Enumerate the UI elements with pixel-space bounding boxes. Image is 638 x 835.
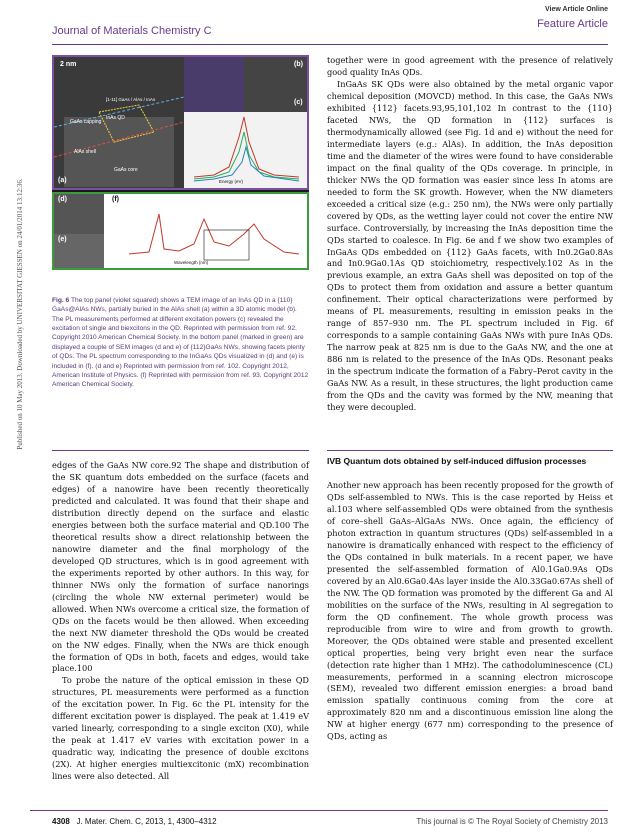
page-number: 4308 <box>52 817 70 826</box>
caption-text: The top panel (violet squared) shows a TEM image of an InAs QD in a {110} GaAs@AlAs NWs, partially buried in the AlAs shell (a) within a 3D atomic model (b). The PL measurements performed at different excitation powers (c) revealed the excitation of single and biexcitons in the QD. Reprinted with permission from ref. 92. Copyright 2010 American Chemical Society. In the bottom panel (marked in green) are displayed a couple of SEM images (d and e) of {112}GaAs NWs, showing facets plenty of QDs. The PL spectrum corresponding to the InGaAs QDs visualized in (d) and (e) is included in (f). (d and e) Reprinted with permission from ref. 102. Copyright 2012, American Institute of Physics. (f) Reprinted with permission from ref. 93. Copyright 2012 American Chemical Society. <box>52 297 309 389</box>
section-heading: IVB Quantum dots obtained by self-induced diffusion processes <box>327 456 587 466</box>
scale-bar-label: 2 nm <box>60 61 77 68</box>
figure-caption <box>52 296 309 390</box>
figure-bottom-image <box>54 194 307 268</box>
download-notice-text: Published on 10 May 2013. Downloaded by UNIVERSITAT GIESSEN on 24/01/2014 13:12:36. <box>16 178 24 450</box>
left-paragraph-2: To probe the nature of the optical emission in these QD structures, PL measurements were performed as a function of the excitation power. In Fig. 6c the PL intensity for the different excitation power is displayed. The peak at 1.419 eV varied linearly, corresponding to a single exciton (X0), while the peak at 1.417 eV varies with excitation power in a quadratic way, indicating the presence of double excitons (2X). At higher energies multiexcitonic (mX) recombination lines were also detected. All <box>52 675 309 782</box>
panel-b-label: (b) <box>294 61 303 68</box>
left-column-text <box>52 460 309 783</box>
caption-label: Fig. 6 <box>52 297 70 304</box>
facets-label: [1-11] GaAs / AlAs / InAs <box>106 97 156 102</box>
right-paragraph-2: InGaAs SK QDs were also obtained by the metal organic vapor chemical deposition (MOVCD) method. In this case, the GaAs NWs exhibited {112} facets.93,95,101,102 In contrast to the {110} faceted NWs, the QD formation in {112} surfaces is thermodynamically allowed (see Fig. 1d and e) without the need for intermediate layers (e.g.: AlAs). In addition, the InAs deposition time and the diameter of the wires were found to have considerable impact on the final quality of the QDs coverage. In principle, in thicker NWs the QD formation was easier since less In atoms are needed to form the SK growth. However, when the NW diameters exceeded a critical size (e.g.: 250 nm), the NWs were only partially covered by QDs, as the wetting layer could not cover the entire NW surface. Controversially, by increasing the InAs deposition time the QDs started to coalesce. In Fig. 6e and f we show two examples of InGaAs QDs embedded on {112} GaAs facets, with In0.2Ga0.8As and In0.9Ga0.1As QD stoichiometry, respectively.102 As in the previous example, an extra GaAs shell was deposited on top of the QDs to protect them from oxidation and assure a better quantum confinement. Their optical characterizations were performed by means of PL measurements, resulting in emission peaks in the range of 857–930 nm. The PL spectrum included in Fig. 6f corresponds to a sample containing GaAs NWs with pure InAs QDs. The narrow peak at 825 nm is due to the GaAs NW, and the one at 886 nm is related to the presence of the InAs QDs. Resonant peaks in the spectrum indicate the formation of a Fabry–Perot cavity in the GaAs NW. As a result, in these structures, the light production came from the QDs and the cavity was formed by the NW, meaning that they were decoupled. <box>327 78 613 413</box>
panel-d-label: (d) <box>58 196 67 203</box>
panel-a-label: (a) <box>58 177 67 184</box>
citation-text: J. Mater. Chem. C, 2013, 1, 4300–4312 <box>76 817 217 826</box>
alas-shell-label: AlAs shell <box>74 149 96 155</box>
figure-bottom-panel <box>52 192 309 270</box>
right-column-bottom-text <box>327 480 613 743</box>
section-rule <box>327 450 613 451</box>
gaas-core-label: GaAs core <box>114 167 138 173</box>
download-notice <box>0 0 24 835</box>
caption-divider <box>52 450 309 451</box>
footer-citation <box>52 817 217 826</box>
gaas-capping-label: GaAs capping <box>70 119 102 125</box>
panel-c-label: (c) <box>294 99 303 106</box>
inas-qd-label: InAs QD <box>106 115 125 121</box>
view-article-online-link[interactable]: View Article Online <box>544 6 608 13</box>
figure-6 <box>52 55 309 270</box>
left-paragraph-1: edges of the GaAs NW core.92 The shape and distribution of the SK quantum dots embedded on the surface (facets and edges) of a nanowire have been recently theoretically predicted and calculated. It was found that their shape and distribution directly depend on the surface and elastic energies between both the surface material and QD.100 The theoretical results show a direct relationship between the nanowire diameter and the final morphology of the developed QD structures, which is in good agreement with the experiments reported by other authors. In this way, for thinner NWs only the formation of surface nanorings (circling the whole NW external perimeter) would be allowed. When NWs overcome a critical size, the formation of QDs on the facets would be then allowed. When exceeding the next NW diameter threshold the QDs would be created on the NW edges. Finally, when the NWs are thick enough the formation of QDs in both, facets and edges, would take place.100 <box>52 460 309 674</box>
right-column-top-text <box>327 55 613 414</box>
figure-top-panel <box>52 55 309 190</box>
header-rule <box>52 44 608 45</box>
journal-title: Journal of Materials Chemistry C <box>52 25 212 37</box>
panel-f-label: (f) <box>112 196 119 203</box>
energy-axis-label: Energy (eV) <box>219 179 244 184</box>
right-paragraph-3: Another new approach has been recently proposed for the growth of QDs self-assembled to NWs. This is the case reported by Heiss et al.103 where self-assembled QDs were obtained from the synthesis of core–shell GaAs–AlGaAs NWs. Once again, the efficiency of photon extraction in quantum structures (QDs) self-assembled in a nanowire is dramatically enhanced with respect to the efficiency of the QDs contained in bulk materials. In a recent paper, we have presented the self-assembled formation of Al0.1Ga0.9As QDs covered by an Al0.6Ga0.4As layer inside the Al0.33Ga0.67As shell of the NW. The QD formation was promoted by the different Ga and Al mobilities on the surface of the NWs, resulting in Al segregation to form the QD confinement. The whole growth process was reproducible from wire to wire and from growth to growth. Moreover, the QDs obtained were stable and presented excellent optical properties, being very bright even near the surface (detection rate higher than 1 MHz). The cathodoluminescence (CL) measurements, performed in a scanning electron microscope (SEM), revealed two different emission energies: a broad band emission spatially continuous coming from the core at approximately 820 nm and a discontinuous emission line along the NW at higher energy (677 nm) corresponding to the presence of QDs, acting as <box>327 480 613 742</box>
panel-e-label: (e) <box>58 236 67 243</box>
right-paragraph-1: together were in good agreement with the presence of relatively good quality InAs QDs. <box>327 55 613 77</box>
header-right <box>537 6 608 30</box>
wavelength-axis-label: Wavelength (nm) <box>174 260 209 265</box>
footer-rights: This journal is © The Royal Society of Chemistry 2013 <box>416 817 608 826</box>
article-section-label: Feature Article <box>537 18 608 30</box>
footer-rule <box>30 810 608 811</box>
